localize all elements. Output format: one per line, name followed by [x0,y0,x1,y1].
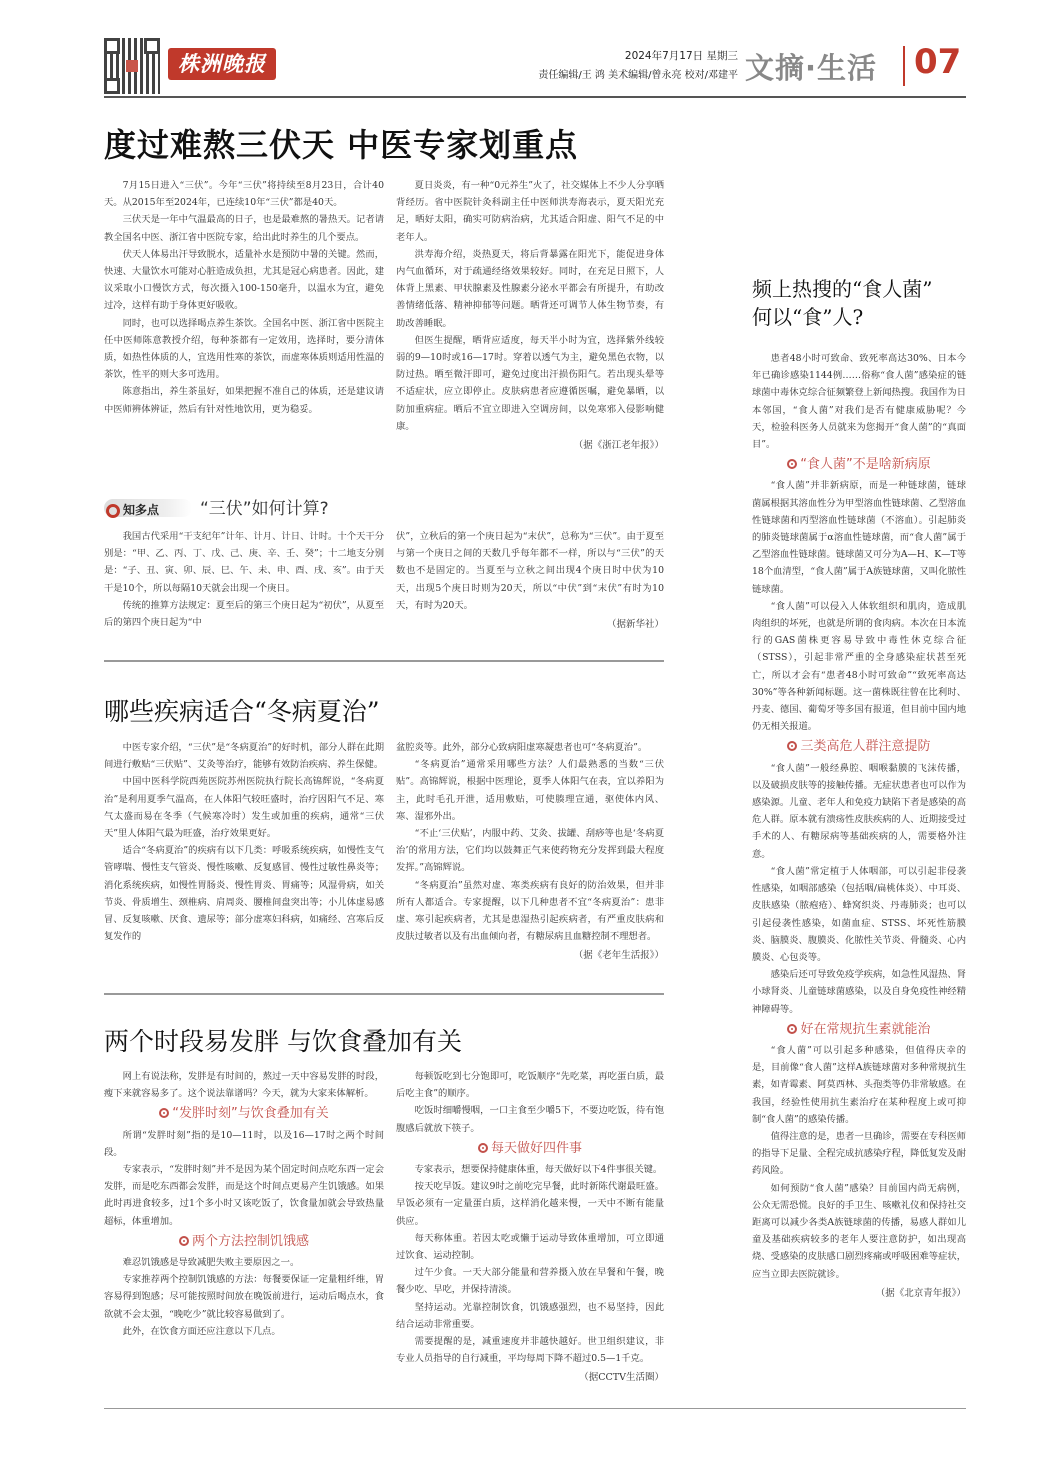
page-number: 07 [914,42,962,82]
qr-code [104,38,160,94]
newspaper-logo [168,48,276,80]
paragraph: 陈意指出，养生茶虽好，如果把握不准自己的体质，还是建议请中医师辨体辨证，然后有针对性地饮用，更为稳妥。 [104,386,384,415]
paragraph: 过午少食。一天大部分能量和营养摄入放在早餐和午餐，晚餐少吃、早吃，并保持清淡。 [396,1267,664,1296]
knowmore-icon [106,504,120,518]
paragraph: 网上有说法称，发胖是有时间的，熬过一天中容易发胖的时段，瘦下来就容易多了。这个说法靠谱吗？今天，就为大家来体解析。 [104,1071,384,1100]
source-credit: （据《浙江老年报》） [573,440,664,452]
knowmore-label: 知多点 [123,503,160,517]
paragraph: 吃饭时细嚼慢咽，一口主食至少嚼5下，不要边吃饭，待有饱腹感后就放下筷子。 [396,1105,664,1134]
paragraph: 难忍饥饿感是导致减肥失败主要原因之一。 [122,1257,300,1269]
article4-title-line1: 频上热搜的“食人菌” [752,277,933,301]
article2-col2 [396,739,664,965]
paragraph: 盆腔炎等。此外，部分心致病阳虚寒凝患者也可“冬病夏治”。 [396,742,648,753]
paragraph: 值得注意的是，患者一旦确诊，需要在专科医师的指导下足量、全程完成抗感染疗程，降低复发及耐药风险。 [752,1130,966,1177]
bullet-icon [179,1236,189,1246]
paragraph: 三伏天是一年中气温最高的日子，也是最难熬的暑热天。记者请教全国名中医、浙江省中医院专家，给出此时养生的几个要点。 [104,214,384,243]
header-rule [104,96,966,98]
paragraph: “食人菌”常定植于人体咽部，可以引起非侵袭性感染，如咽部感染（包括咽/扁桃体炎）、中耳炎、皮肤感染（脓疱疮）、蜂窝织炎、丹毒肺炎；也可以引起侵袭性感染，如菌血症、STSS、坏死性筋膜炎、脑膜炎、腹膜炎、化脓性关节炎、骨髓炎、心内膜炎、心包炎等。 [752,865,966,963]
article4-subheading: 好在常规抗生素就能治 [752,1021,966,1038]
knowmore-col2 [396,528,664,633]
article2-title: 哪些疾病适合“冬病夏治” [104,697,380,726]
paragraph: 伏”，立秋后的第一个庚日起为“末伏”，总称为“三伏”。由于夏至与第一个庚日之间的天数几乎每年都不一样，所以与“三伏”的天数也不是固定的。当夏至与立秋之间出现4个庚日时中伏为10天，出现5个庚日时则为20天，所以“中伏”到“末伏”有时为10天，有时为20天。 [396,531,664,611]
paragraph: “冬病夏治”虽然对虚、寒类疾病有良好的防治效果，但并非所有人都适合。专家提醒，以下几种患者不宜“冬病夏治”：患非虚、寒引起疾病者，尤其是患湿热引起疾病者，有严重皮肤病和皮肤过敏者以及有出血倾向者，有糖尿病且血糖控制不理想者。 [396,879,664,943]
bullet-icon [159,1108,169,1118]
bullet-icon [787,1024,797,1034]
paragraph: “不止‘三伏贴’，内服中药、艾灸、拔罐、刮痧等也是‘冬病夏治’的常用方法，它们均以鼓舞正气来使药物充分发挥到最大程度发挥。”高锦辉说。 [396,828,664,874]
paragraph: 所谓“发胖时刻”指的是10—11时，以及16—17时之两个时间段。 [104,1129,384,1158]
source-credit: （据《北京青年报》） [875,1287,966,1299]
paragraph: 按天吃早饭。建议9时之前吃完早餐，此时新陈代谢最旺盛。早饭必须有一定量蛋白质，这样消化越来慢，一天中不断有能量供应。 [396,1181,664,1227]
paragraph: “食人菌”可以引起多种感染，但值得庆幸的是，目前像“食人菌”这样A族链球菌对多种常规抗生素，如青霉素、阿莫西林、头孢类等仍非常敏感。在我国，经验性使用抗生素治疗在某种程度上或可抑制“食人菌”的感染传播。 [752,1044,966,1125]
header-divider [903,46,905,86]
paragraph: “冬病夏治”通常采用哪些方法？人们最熟悉的当数“三伏贴”。高锦辉说，根据中医理论，夏季人体阳气在表，宜以养阳为主，此时毛孔开泄，适用敷贴，可使腠理宣通，驱使体内风、寒、湿邪外出。 [396,759,664,822]
article3-col1 [104,1068,384,1340]
article3-subheading: 每天做好四件事 [396,1140,664,1157]
article3-subheading: 两个方法控制饥饿感 [104,1233,384,1250]
paragraph: 坚持运动。光靠控制饮食，饥饿感强烈，也不易坚持，因此结合运动非常重要。 [396,1301,664,1330]
article3-subheading: “发胖时刻”与饮食叠加有关 [104,1105,384,1122]
paragraph: 感染后还可导致免疫学疾病，如急性风湿热、肾小球肾炎、儿童链球菌感染，以及自身免疫性神经精神障碍等。 [752,969,966,1015]
article4-col [752,350,966,1302]
paragraph: 伏天人体易出汗导致脱水，适量补水是预防中暑的关键。然而，快速、大量饮水可能对心脏造成负担，尤其是冠心病患者。因此，建议采取小口慢饮方式，每次摄入100-150毫升，以温水为宜，避免过冷，这样有助于身体更好吸收。 [104,248,384,312]
paragraph: 同时，也可以选择喝点养生茶饮。全国名中医、浙江省中医院主任中医师陈意教授介绍，每种茶都有一定效用，选择时，要分清体质，如热性体质的人，宜选用性寒的茶饮，而虚寒体质则适用性温的茶饮，性平的则大多可选用。 [104,317,384,381]
article1-col2 [396,177,664,454]
paragraph: 专家表示，“发胖时刻”并不是因为某个固定时间点吃东西一定会发胖，而是吃东西都会发胖，而是这个时间点更易产生饥饿感。如果此时再进食较多，过1个多小时又该吃饭了，饮食量加就会导致热量超标，体重增加。 [104,1164,384,1227]
section-title: 文摘·生活 [745,51,878,85]
article4-subheading: “食人菌”不是啥新病原 [752,456,966,473]
article2-col1 [104,739,384,945]
article1-col1 [104,177,384,418]
bullet-icon [787,741,797,751]
paragraph: 我国古代采用“干支纪年”计年、计月、计日、计时。十个天干分别是：“甲、乙、丙、丁、戊、己、庚、辛、壬、癸”；十二地支分别是：“子、丑、寅、卯、辰、巳、午、未、申、酉、戌、亥”。由于天干是10个，所以每隔10天就会出现一个庚日。 [104,531,384,594]
knowmore-badge [104,499,192,517]
article4-subheading: 三类高危人群注意提防 [752,738,966,755]
article3-col2 [396,1068,664,1387]
knowmore-col1 [104,528,384,631]
source-credit: （据新华社） [606,619,664,631]
paragraph: 中国中医科学院西苑医院苏州医院执行院长高锦辉说，“冬病夏治”是利用夏季气温高，在人体阳气较旺盛时，治疗因阳气不足、寒气太盛而易在冬季（气候寒冷时）发生或加重的疾病，通常“三伏天”里人体阳气最为旺盛，治疗效果更好。 [104,776,384,840]
paragraph: 每顿饭吃到七分饱即可，吃饭顺序“先吃菜，再吃蛋白质，最后吃主食”的顺序。 [396,1071,664,1100]
footer-rule [104,1408,966,1409]
paragraph: 传统的推算方法规定：夏至后的第三个庚日起为“初伏”，从夏至后的第四个庚日起为“中 [104,599,384,629]
paragraph: 夏日炎炎，有一种“0元养生”火了，社交媒体上不少人分享晒背经历。省中医院针灸科副主任中医师洪寿海表示，夏天阳光充足，晒好太阳，确实可防病治病，尤其适合阳虚、阳气不足的中老年人。 [396,180,664,243]
article3-title: 两个时段易发胖 与饮食叠加有关 [104,1027,462,1056]
paragraph: “食人菌”可以侵入人体软组织和肌肉，造成肌肉组织的坏死，也就是所谓的食肉病。本次在日本流行的GAS菌株更容易导致中毒性休克综合征（STSS），引起非常严重的全身感染症状甚至死亡，所以才会有“患者48小时可致命”“致死率高达30%”等各种新闻标题。这一菌株既往曾在比利时、丹麦、德国、葡萄牙等多国有报道，但目前中国内地仍无相关报道。 [752,600,966,733]
paragraph: 但医生提醒，晒背应适度，每天半小时为宜，选择紫外线较弱的9—10时或16—17时。穿着以透气为主，避免黑色衣物，以防过热。晒至微汗即可，避免过度出汗损伤阳气。若出现头晕等不适症状，应立即停止。皮肤病患者应遵循医嘱，避免暴晒，以防加重病症。晒后不宜立即进入空调房间，以免寒邪入侵影响健康。 [396,334,664,432]
section-rule [104,660,664,662]
paragraph: 专家表示，想要保持健康体重，每天做好以下4件事很关键。 [414,1164,663,1176]
paragraph: 专家推荐两个控制饥饿感的方法：每餐要保证一定量粗纤维，胃容易得到饱感；尽可能按照时间放在晚饭前进行，运动后喝点水，食欲就不会太强，“晚吃少”就比较容易做到了。 [104,1274,384,1320]
paragraph: 洪寿海介绍，炎热夏天，将后背暴露在阳光下，能促进身体内气血循环，对于疏通经络效果较好。同时，在充足日照下，人体背上黑素、甲状腺素及性腺素分泌水平都会有所提升，有助改善情绪低落、精神抑郁等问题。晒背还可调节人体生物节奏，有助改善睡眠。 [396,248,664,329]
article4-title [752,275,966,331]
bullet-icon [787,459,797,469]
source-credit: （据《老年生活报》） [573,950,664,962]
logo-text: 株洲晚报 [178,51,266,76]
editors-line: 责任编辑/王 鸿 美术编辑/曾永亮 校对/邓建平 [538,70,738,81]
paragraph: 患者48小时可致命、致死率高达30%、日本今年已确诊感染1144例……俗称“食人菌”感染症的链球菌中毒休克综合征频繁登上新闻热搜。我国作为日本邻国，“食人菌”对我们是否有健康威胁呢？今天，检验科医务人员就来为您揭开“食人菌”的“真面目”。 [752,353,966,451]
paragraph: “食人菌”一般经鼻腔、咽喉黏膜的飞沫传播，以及破损皮肤等的接触传播。无症状患者也可以作为感染源。儿童、老年人和免疫力缺陷下者是感染的高危人群。原本就有溃疡性皮肤疾病的人、近期接受过手术的人、有糖尿病等基础疾病的人，需要格外注意。 [752,762,966,860]
paragraph: 如何预防“食人菌”感染？目前国内尚无病例，公众无需恐慌。良好的手卫生、咳嗽礼仪和保持社交距离可以减少各类A族链球菌的传播，易感人群如儿童及基础疾病较多的老年人要注意防护，如出现高烧、受感染的皮肤感口剧烈疼痛或呼吸困难等症状，应当立即去医院就诊。 [752,1182,966,1280]
paragraph: 需要提醒的是，减重速度并非越快越好。世卫组织建议，非专业人员指导的自行减重，平均每周下降不超过0.5—1千克。 [396,1336,664,1365]
source-credit: （据CCTV生活圈） [579,1372,664,1384]
paragraph: 7月15日进入“三伏”。今年“三伏”将持续至8月23日，合计40天。从2015年至2024年，已连续10年“三伏”都是40天。 [104,180,384,209]
paragraph: 适合“冬病夏治”的疾病有以下几类：呼吸系统疾病，如慢性支气管哮喘、慢性支气管炎、慢性咳嗽、反复感冒、慢性过敏性鼻炎等；消化系统疾病，如慢性胃肠炎、慢性胃炎、胃痛等；风湿骨病，如关节炎、骨质增生、颈椎病、肩周炎、腰椎间盘突出等；小儿体虚易感冒、反复咳嗽、厌食、遗尿等；部分虚寒妇科病，如痛经、宫寒后反复发作的 [104,845,384,943]
section-rule [104,993,664,995]
paragraph: 中医专家介绍，“三伏”是“冬病夏治”的好时机，部分人群在此期间进行敷贴“三伏贴”、艾灸等治疗，能够有效防治疾病、养生保健。 [104,742,384,771]
paragraph: 此外，在饮食方面还应注意以下几点。 [122,1325,281,1337]
bullet-icon [478,1143,488,1153]
date-line: 2024年7月17日 星期三 [624,50,738,62]
knowmore-title: “三伏”如何计算? [200,499,329,519]
paragraph: 每天称体重。若因太吃或懒于运动导致体重增加，可立即通过饮食、运动控制。 [396,1232,664,1262]
paragraph: “食人菌”并非新病原，而是一种链球菌，链球菌属根据其溶血性分为甲型溶血性链球菌、乙型溶血性链球菌和丙型溶血性链球菌（不溶血）。引起肺炎的肺炎链球菌属于α溶血性链球菌，而“食人菌”属于乙型溶血性链球菌。链球菌又可分为A—H、K—T等18个血清型，“食人菌”属于A族链球菌，又叫化脓性链球菌。 [752,480,966,595]
article1-title: 度过难熬三伏天 中医专家划重点 [104,126,579,164]
article4-title-line2: 何以“食”人? [752,305,864,329]
